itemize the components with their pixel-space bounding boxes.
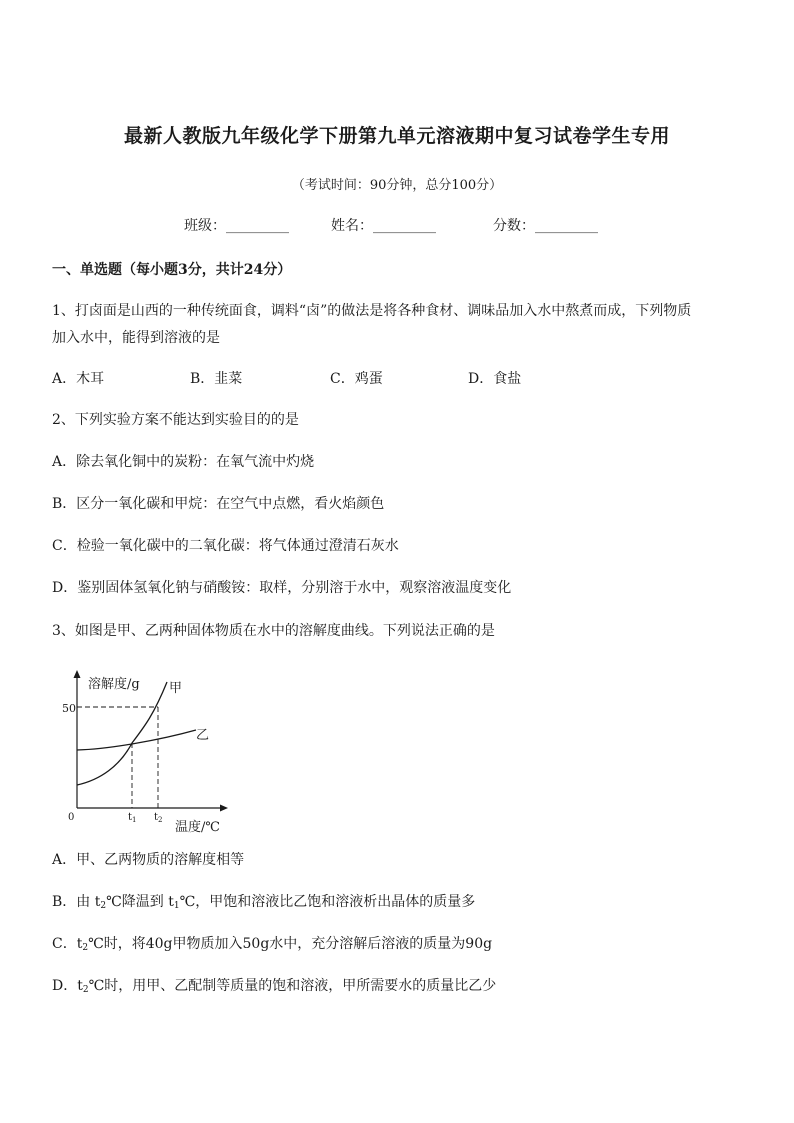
page-title: 最新人教版九年级化学下册第九单元溶液期中复习试卷学生专用: [123, 125, 670, 147]
exam-info-subtitle: （考试时间：90分钟，总分100分）: [291, 178, 503, 193]
q1-option-b: B．韭菜: [190, 371, 243, 387]
x-tick-label-t1: $t_1$: [128, 812, 137, 824]
q2-stem: 2、下列实验方案不能达到实验目的的是: [52, 412, 299, 428]
q1-stem-line2: 加入水中，能得到溶液的是: [52, 330, 220, 346]
q3-option-b: B．由 $t_2℃$降温到 $t_1℃$，甲饱和溶液比乙饱和溶液析出晶体的质量多: [52, 894, 476, 911]
y-tick-label-50: 50: [62, 702, 76, 715]
q1-option-c: C．鸡蛋: [330, 371, 383, 387]
class-field-label: 班级：_________: [184, 218, 289, 234]
curve-yi: [77, 730, 196, 750]
q1-option-a: A．木耳: [52, 371, 105, 387]
q1-option-d: D．食盐: [468, 371, 522, 387]
q3-stem: 3、如图是甲、乙两种固体物质在水中的溶解度曲线。下列说法正确的是: [52, 623, 495, 639]
score-field-label: 分数：_________: [493, 218, 598, 234]
solubility-chart: [60, 668, 260, 840]
y-axis-arrow: [74, 670, 81, 678]
x-axis-arrow: [220, 805, 228, 812]
x-tick-label-t2: $t_2$: [154, 812, 163, 824]
series-label-yi: 乙: [196, 728, 210, 743]
q3-option-c: C．$t_2℃$时，将40g甲物质加入50g水中，充分溶解后溶液的质量为90g: [52, 936, 493, 953]
q1-stem-line1: 1、打卤面是山西的一种传统面食，调料“卤”的做法是将各种食材、调味品加入水中熬煮而成，下列物质: [52, 303, 692, 319]
q2-option-d: D．鉴别固体氢氧化钠与硝酸铵：取样，分别溶于水中，观察溶液温度变化: [52, 580, 512, 596]
series-label-jia: 甲: [169, 681, 183, 696]
q2-option-a: A．除去氧化铜中的炭粉：在氧气流中灼烧: [52, 454, 315, 470]
name-field-label: 姓名：_________: [331, 218, 436, 234]
x-axis-label: 温度/℃: [175, 820, 220, 835]
y-axis-label: 溶解度/g: [88, 677, 140, 692]
q3-option-a: A．甲、乙两物质的溶解度相等: [52, 852, 245, 868]
q2-option-b: B．区分一氧化碳和甲烷：在空气中点燃，看火焰颜色: [52, 496, 385, 512]
origin-label: 0: [68, 812, 75, 823]
q3-option-d: D．$t_2℃$时，用甲、乙配制等质量的饱和溶液，甲所需要水的质量比乙少: [52, 978, 497, 995]
curve-jia: [77, 682, 167, 785]
q2-option-c: C．检验一氧化碳中的二氧化碳：将气体通过澄清石灰水: [52, 538, 399, 554]
section-heading: 一、单选题（每小题3分，共计24分）: [52, 262, 292, 278]
